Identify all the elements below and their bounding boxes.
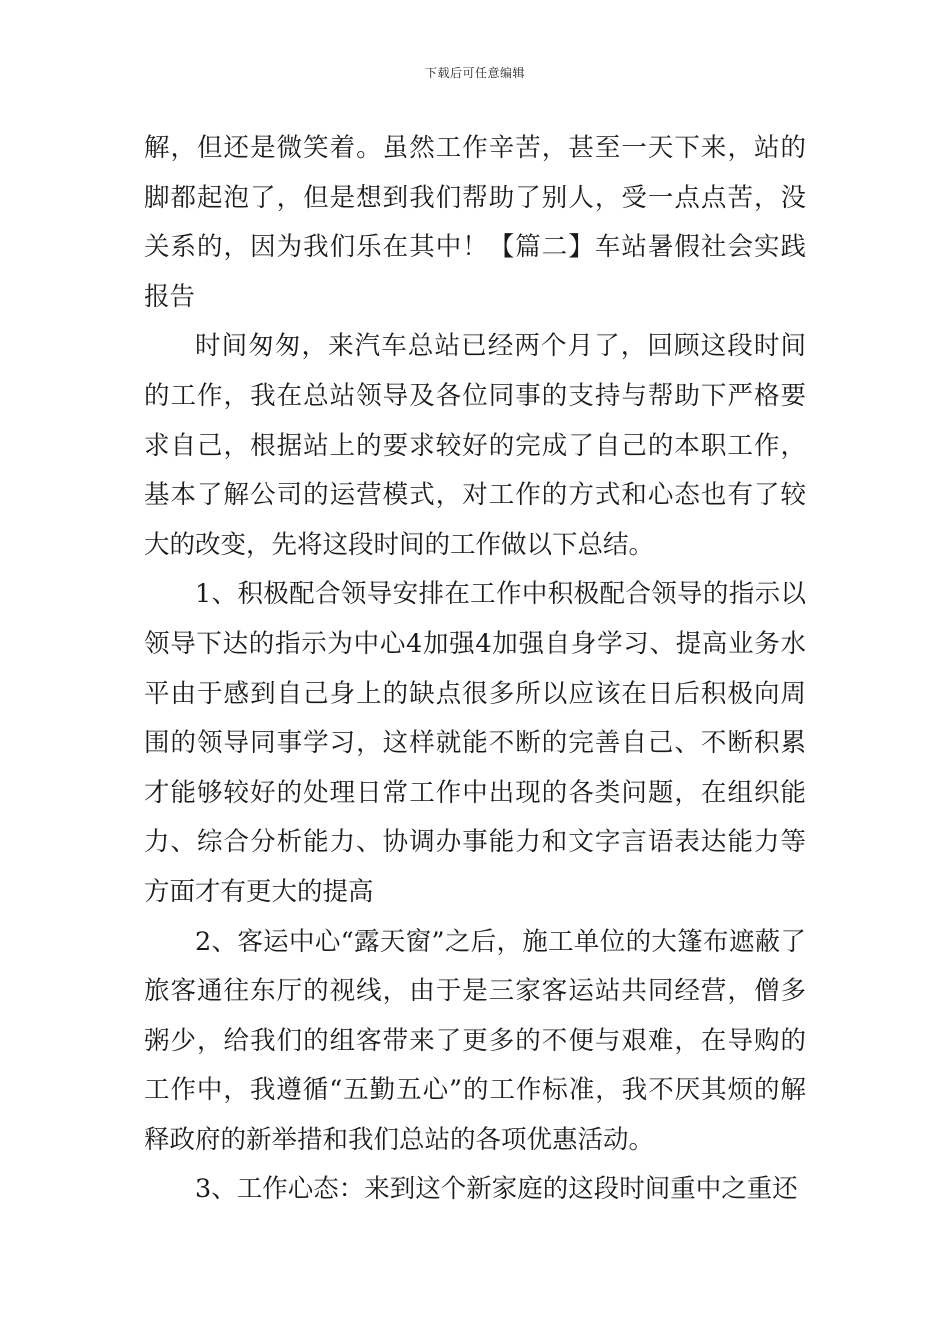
paragraph: 解，但还是微笑着。虽然工作辛苦，甚至一天下来，站的脚都起泡了，但是想到我们帮助了别人，受一点点苦，没关系的，因为我们乐在其中！【篇二】车站暑假社会实践报告	[144, 133, 806, 312]
paragraph: 时间匆匆，来汽车总站已经两个月了，回顾这段时间的工作，我在总站领导及各位同事的支持与帮助下严格要求自己，根据站上的要求较好的完成了自己的本职工作，基本了解公司的运营模式，对工作的方式和心态也有了较大的改变，先将这段时间的工作做以下总结。	[144, 331, 806, 560]
page-header: 下载后可任意编辑	[424, 66, 525, 80]
paragraph: 1、积极配合领导安排在工作中积极配合领导的指示以领导下达的指示为中心4加强4加强自身学习、提高业务水平由于感到自己身上的缺点很多所以应该在日后积极向周围的领导同事学习，这样就能不断的完善自己、不断积累才能够较好的处理日常工作中出现的各类问题，在组织能力、综合分析能力、协调办事能力和文字言语表达能力等方面才有更大的提高	[144, 579, 806, 907]
paragraph: 2、客运中心“露天窗”之后，施工单位的大篷布遮蔽了旅客通往东厅的视线，由于是三家客运站共同经营，僧多粥少，给我们的组客带来了更多的不便与艰难，在导购的工作中，我遵循“五勤五心”的工作标准，我不厌其烦的解释政府的新举措和我们总站的各项优惠活动。	[144, 926, 806, 1155]
document-body	[144, 124, 806, 1215]
paragraph: 3、工作心态：来到这个新家庭的这段时间重中之重还	[195, 1174, 798, 1205]
